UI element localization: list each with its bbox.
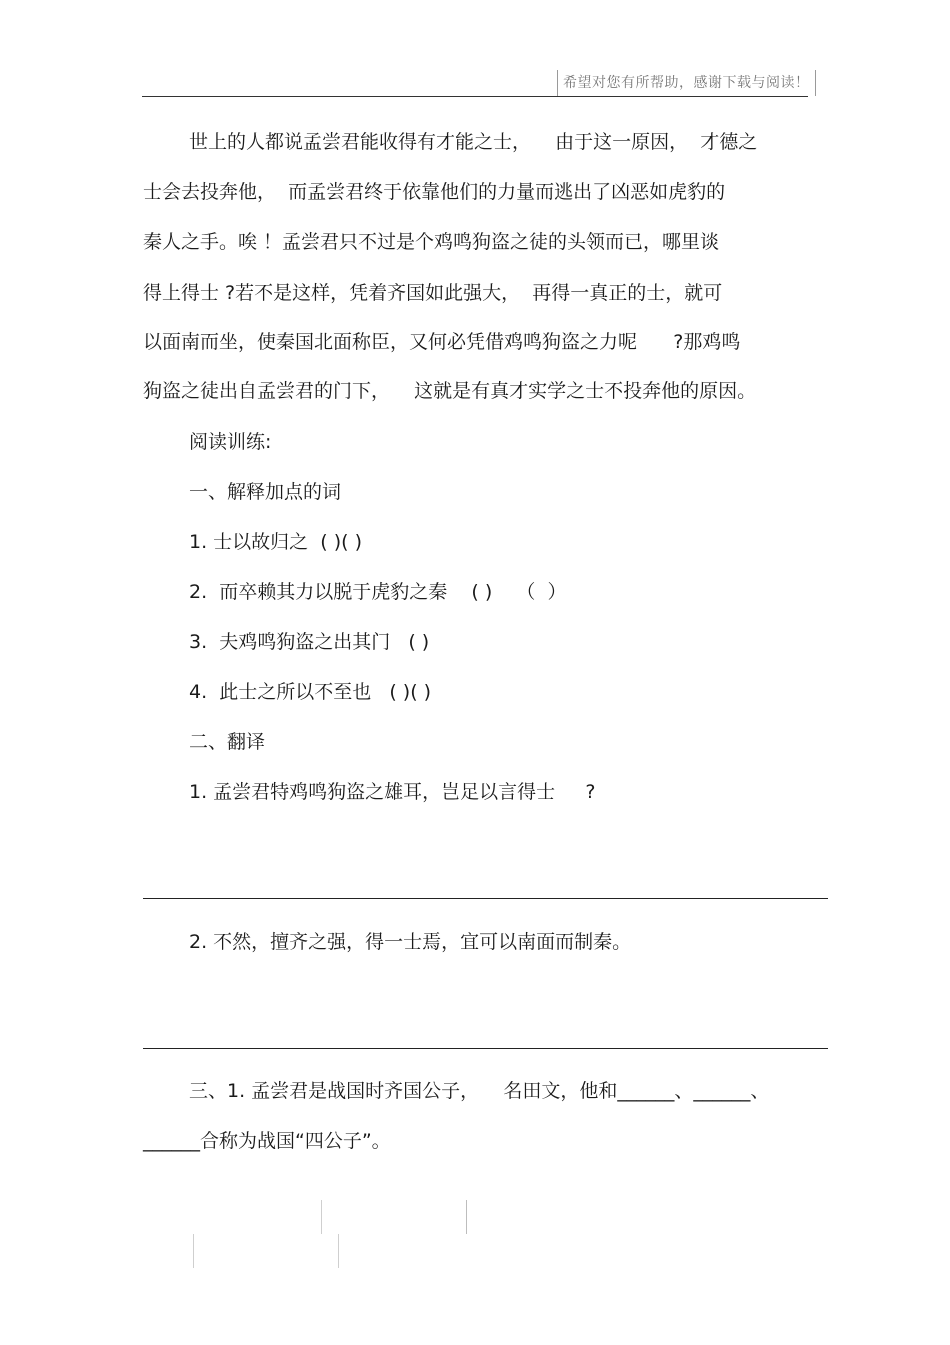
passage-line-4: 得上得士 ?若不是这样，凭着齐国如此强大， 再得一真正的士，就可 <box>143 282 723 304</box>
scan-mark <box>321 1200 322 1234</box>
section1-item-3: 3. 夫鸡鸣狗盗之出其门 ( ) <box>189 631 430 653</box>
answer-line-1 <box>143 898 828 899</box>
passage-line-6: 狗盗之徒出自孟尝君的门下， 这就是有真才实学之士不投奔他的原因。 <box>143 380 757 402</box>
passage-line-3: 秦人之手。唉 ！孟尝君只不过是个鸡鸣狗盗之徒的头领而已，哪里谈 <box>143 231 720 253</box>
scan-mark <box>338 1234 339 1268</box>
section1-title: 一、解释加点的词 <box>189 481 342 503</box>
section3-line-2: ______合称为战国“四公子”。 <box>143 1130 391 1152</box>
scan-mark <box>193 1234 194 1268</box>
section1-item-1: 1. 士以故归之 ( )( ) <box>189 531 362 553</box>
answer-line-2 <box>143 1048 828 1049</box>
header-note: 希望对您有所帮助，感谢下载与阅读！ <box>557 70 816 96</box>
reading-exercise-heading: 阅读训练: <box>189 431 272 453</box>
section2-title: 二、翻译 <box>189 731 266 753</box>
passage-line-1: 世上的人都说孟尝君能收得有才能之士， 由于这一原因， 才德之 <box>189 131 758 153</box>
header-divider <box>142 96 808 97</box>
section2-item-2: 2. 不然，擅齐之强，得一士焉，宜可以南面而制秦。 <box>189 931 632 953</box>
section3-line-1: 三、1. 孟尝君是战国时齐国公子， 名田文，他和______、______、 <box>189 1080 770 1102</box>
scan-mark <box>466 1200 467 1234</box>
section2-item-1: 1. 孟尝君特鸡鸣狗盗之雄耳，岂足以言得士 ? <box>189 781 596 803</box>
passage-line-5: 以面南而坐，使秦国北面称臣，又何必凭借鸡鸣狗盗之力呢 ?那鸡鸣 <box>143 331 741 353</box>
section1-item-4: 4. 此士之所以不至也 ( )( ) <box>189 681 432 703</box>
section1-item-2: 2. 而卒赖其力以脱于虎豹之秦 ( ) （ ） <box>189 581 567 603</box>
passage-line-2: 士会去投奔他， 而孟尝君终于依靠他们的力量而逃出了凶恶如虎豹的 <box>143 181 726 203</box>
